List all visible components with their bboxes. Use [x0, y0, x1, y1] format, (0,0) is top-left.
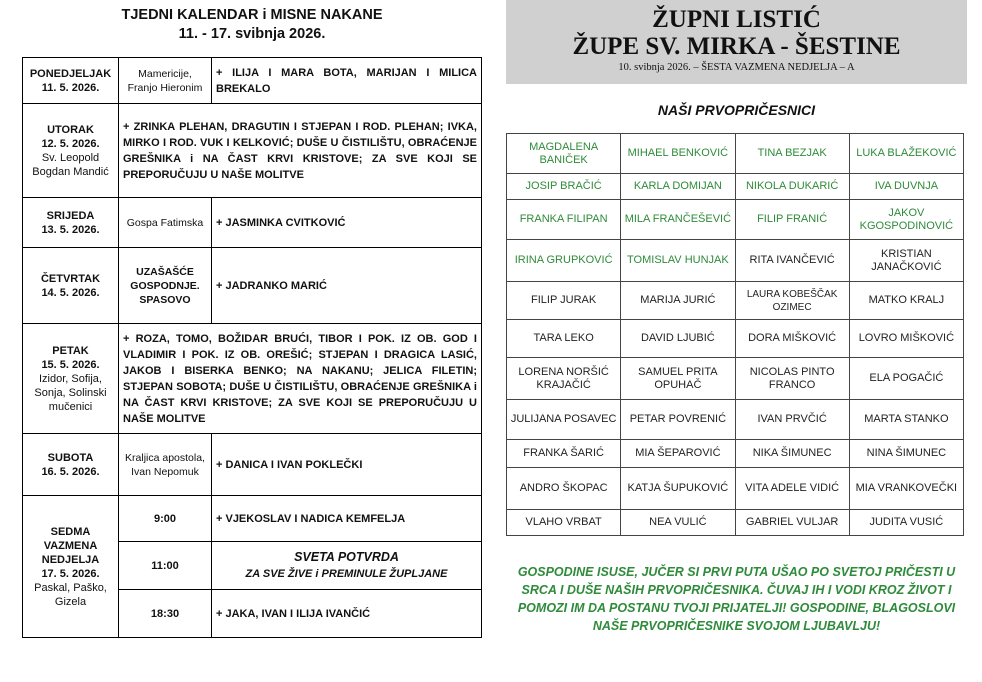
- name-cell: MAGDALENA BANIČEK: [507, 134, 621, 174]
- day-cell: [23, 104, 119, 198]
- day-name: SEDMA VAZMENA NEDJELJA: [41, 525, 100, 566]
- day-date: 15. 5. 2026.: [41, 358, 100, 371]
- table-row: [507, 320, 964, 358]
- name-cell: MATKO KRALJ: [849, 282, 963, 320]
- day-cell: [23, 248, 119, 324]
- intention-cell: + ROZA, TOMO, BOŽIDAR BRUĆI, TIBOR I POK. IZ OB. GOD I VLADIMIR I POK. IZ OB. OREŠIĆ; STJEPAN I DRAGICA LASIĆ, JAKOB I BISERKA BENKO; NA NAKANU; JELICA FILETIN; STJEPAN SOBOTA; DUŠE U ČISTILIŠTU, OBRAĆENJE GREŠNIKA i NA ČAST KRVI KRISTOVE; ZA SVE KOJI SE PREPORUČUJU U NAŠE MOLITVE: [119, 324, 482, 434]
- name-cell: MIA ŠEPAROVIĆ: [621, 440, 735, 468]
- day-date: 14. 5. 2026.: [41, 286, 100, 299]
- name-cell: LOVRO MIŠKOVIĆ: [849, 320, 963, 358]
- day-cell: [23, 324, 119, 434]
- day-name: UTORAK: [47, 123, 94, 136]
- table-row: [507, 240, 964, 282]
- feast-cell: Gospa Fatimska: [119, 198, 212, 248]
- mass-time: 18:30: [119, 590, 212, 638]
- day-name: SUBOTA: [47, 451, 94, 464]
- prayer-text: GOSPODINE ISUSE, JUČER SI PRVI PUTA UŠAO PO SVETOJ PRIČESTI U SRCA I DUŠE NAŠIH PRVOPRIČESNIKA. ČUVAJ IH I VODI KROZ ŽIVOT I POMOZI IM DA POSTANU TVOJI PRIJATELJI! GOSPODINE, BLAGOSLOVI NAŠE PRVOPRIČESNIKE SVOJOM LJUBAVLJU!: [517, 565, 956, 633]
- day-name: SRIJEDA: [46, 209, 95, 222]
- name-cell: MILA FRANČEŠEVIĆ: [621, 200, 735, 240]
- name-cell: FRANKA ŠARIĆ: [507, 440, 621, 468]
- table-row: [23, 496, 482, 542]
- communicants-table: [506, 133, 964, 536]
- confirmation-subtitle: ZA SVE ŽIVE i PREMINULE ŽUPLJANE: [245, 568, 448, 580]
- day-cell: [23, 496, 119, 638]
- name-cell: LUKA BLAŽEKOVIĆ: [849, 134, 963, 174]
- day-cell: [23, 198, 119, 248]
- intention-cell: + VJEKOSLAV I NADICA KEMFELJA: [212, 496, 482, 542]
- saint-name: Sv. Leopold Bogdan Mandić: [32, 151, 109, 178]
- feast-cell: Kraljica apostola, Ivan Nepomuk: [119, 434, 212, 496]
- name-cell: NIKA ŠIMUNEC: [735, 440, 849, 468]
- name-cell: GABRIEL VULJAR: [735, 510, 849, 536]
- name-cell: RITA IVANČEVIĆ: [735, 240, 849, 282]
- name-cell: JUDITA VUSIĆ: [849, 510, 963, 536]
- name-cell: SAMUEL PRITA OPUHAČ: [621, 358, 735, 400]
- name-cell: MIA VRANKOVEČKI: [849, 468, 963, 510]
- name-cell: LAURA KOBEŠČAK OZIMEC: [735, 282, 849, 320]
- name-cell: PETAR POVRENIĆ: [621, 400, 735, 440]
- table-row: [23, 58, 482, 104]
- feast-cell: Mamericije, Franjo Hieronim: [119, 58, 212, 104]
- name-cell: VLAHO VRBAT: [507, 510, 621, 536]
- saint-name: Paskal, Paško, Gizela: [34, 581, 107, 608]
- intention-cell: + ZRINKA PLEHAN, DRAGUTIN I STJEPAN I ROD. PLEHAN; IVKA, MIRKO I ROD. VUK I KELKOVIĆ; DUŠE U ČISTILIŠTU, OBRAĆENJE GREŠNIKA i NA ČAST KRVI KRISTOVE; ZA SVE KOJI SE PREPORUČUJU U NAŠE MOLITVE: [119, 104, 482, 198]
- table-row: [507, 174, 964, 200]
- name-cell: MARTA STANKO: [849, 400, 963, 440]
- name-cell: IVAN PRVČIĆ: [735, 400, 849, 440]
- section-title: NAŠI PRVOPRIČESNICI: [657, 102, 816, 118]
- day-name: PONEDJELJAK: [29, 67, 112, 80]
- calendar-heading: [22, 4, 482, 42]
- table-row: [507, 468, 964, 510]
- day-name: PETAK: [52, 344, 89, 357]
- table-row: [23, 324, 482, 434]
- intention-cell: + ILIJA I MARA BOTA, MARIJAN I MILICA BREKALO: [212, 58, 482, 104]
- table-row: [507, 200, 964, 240]
- day-cell: [23, 58, 119, 104]
- bulletin-date: 10. svibnja 2026. – ŠESTA VAZMENA NEDJELJA – A: [618, 62, 855, 73]
- calendar-date-range: 11. - 17. svibnja 2026.: [178, 26, 326, 42]
- table-row: [507, 510, 964, 536]
- table-row: [507, 358, 964, 400]
- intention-cell: + JASMINKA CVITKOVIĆ: [212, 198, 482, 248]
- intention-cell: [212, 542, 482, 590]
- saint-name: Izidor, Sofija, Sonja, Solinski mučenici: [34, 372, 107, 413]
- name-cell: FRANKA FILIPAN: [507, 200, 621, 240]
- calendar-title: TJEDNI KALENDAR i MISNE NAKANE: [121, 7, 383, 23]
- name-cell: VITA ADELE VIDIĆ: [735, 468, 849, 510]
- day-date: 13. 5. 2026.: [41, 223, 100, 236]
- name-cell: KRISTIAN JANAČKOVIĆ: [849, 240, 963, 282]
- parish-name: ŽUPE SV. MIRKA - ŠESTINE: [572, 33, 901, 60]
- day-date: 12. 5. 2026.: [41, 137, 100, 150]
- name-cell: NINA ŠIMUNEC: [849, 440, 963, 468]
- table-row: [23, 198, 482, 248]
- name-cell: FILIP JURAK: [507, 282, 621, 320]
- table-row: [507, 282, 964, 320]
- table-row: [23, 248, 482, 324]
- name-cell: IRINA GRUPKOVIĆ: [507, 240, 621, 282]
- name-cell: TOMISLAV HUNJAK: [621, 240, 735, 282]
- name-cell: KARLA DOMIJAN: [621, 174, 735, 200]
- name-cell: DAVID LJUBIĆ: [621, 320, 735, 358]
- table-row: [507, 440, 964, 468]
- table-row: [23, 104, 482, 198]
- name-cell: MIHAEL BENKOVIĆ: [621, 134, 735, 174]
- day-date: 16. 5. 2026.: [41, 465, 100, 478]
- name-cell: JOSIP BRAČIĆ: [507, 174, 621, 200]
- intention-cell: + JAKA, IVAN I ILIJA IVANČIĆ: [212, 590, 482, 638]
- mass-time: 11:00: [119, 542, 212, 590]
- name-cell: DORA MIŠKOVIĆ: [735, 320, 849, 358]
- table-row: [23, 434, 482, 496]
- table-row: [507, 400, 964, 440]
- name-cell: NEA VULIĆ: [621, 510, 735, 536]
- name-cell: TINA BEZJAK: [735, 134, 849, 174]
- mass-time: 9:00: [119, 496, 212, 542]
- name-cell: TARA LEKO: [507, 320, 621, 358]
- name-cell: MARIJA JURIĆ: [621, 282, 735, 320]
- table-row: [507, 134, 964, 174]
- day-date: 11. 5. 2026.: [41, 81, 100, 94]
- feast-cell: UZAŠAŠĆE GOSPODNJE. SPASOVO: [119, 248, 212, 324]
- name-cell: ANDRO ŠKOPAC: [507, 468, 621, 510]
- name-cell: JULIJANA POSAVEC: [507, 400, 621, 440]
- day-date: 17. 5. 2026.: [41, 567, 100, 580]
- intention-cell: + JADRANKO MARIĆ: [212, 248, 482, 324]
- bulletin-title: ŽUPNI LISTIĆ: [652, 6, 821, 33]
- bulletin-header: [506, 0, 967, 84]
- intention-cell: + DANICA I IVAN POKLEČKI: [212, 434, 482, 496]
- calendar-table: [22, 57, 482, 638]
- day-name: ČETVRTAK: [40, 272, 101, 285]
- name-cell: JAKOV KGOSPODINOVIĆ: [849, 200, 963, 240]
- name-cell: KATJA ŠUPUKOVIĆ: [621, 468, 735, 510]
- name-cell: LORENA NORŠIĆ KRAJAČIĆ: [507, 358, 621, 400]
- day-cell: [23, 434, 119, 496]
- name-cell: FILIP FRANIĆ: [735, 200, 849, 240]
- name-cell: ELA POGAČIĆ: [849, 358, 963, 400]
- confirmation-title: SVETA POTVRDA: [294, 550, 399, 564]
- name-cell: NICOLAS PINTO FRANCO: [735, 358, 849, 400]
- name-cell: NIKOLA DUKARIĆ: [735, 174, 849, 200]
- name-cell: IVA DUVNJA: [849, 174, 963, 200]
